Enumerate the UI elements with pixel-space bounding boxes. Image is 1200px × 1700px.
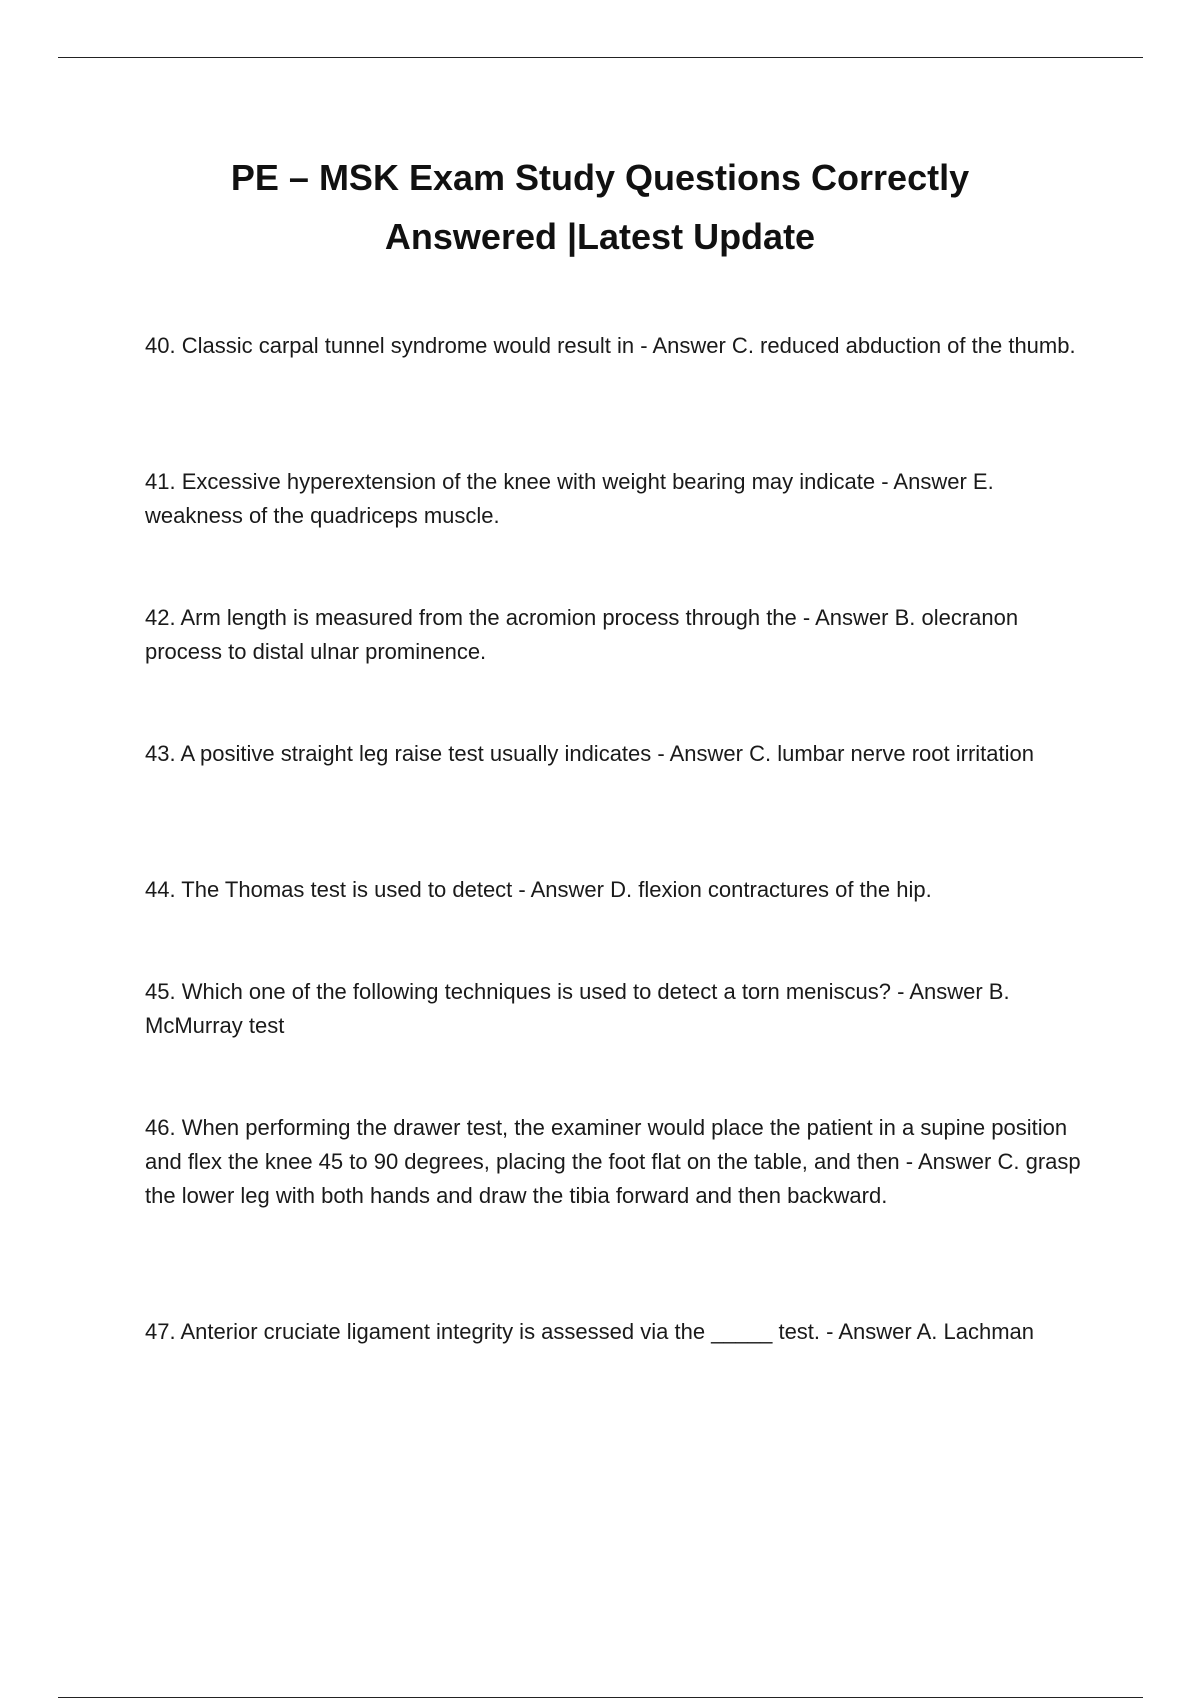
title-line-1: PE – MSK Exam Study Questions Correctly [230,157,970,198]
bottom-divider [58,1697,1143,1698]
question-47: 47. Anterior cruciate ligament integrity is assessed via the _____ test. - Answer A. Lachman [145,1319,1035,1344]
question-40: 40. Classic carpal tunnel syndrome would result in - Answer C. reduced abduction of the thumb. [145,333,1076,358]
question-42: 42. Arm length is measured from the acromion process through the - Answer B. olecranon process to distal ulnar prominence. [145,605,1019,664]
question-45: 45. Which one of the following techniques is used to detect a torn meniscus? - Answer B. McMurray test [145,979,1010,1038]
top-divider [58,57,1143,58]
question-44: 44. The Thomas test is used to detect - Answer D. flexion contractures of the hip. [145,877,932,902]
question-41: 41. Excessive hyperextension of the knee with weight bearing may indicate - Answer E. weakness of the quadriceps muscle. [145,469,994,528]
title-line-2: Answered |Latest Update [384,216,816,257]
question-46: 46. When performing the drawer test, the examiner would place the patient in a supine position and flex the knee 45 to 90 degrees, placing the foot flat on the table, and then - Answer C. grasp the lower leg with both hands and draw the tibia forward and then backward. [145,1115,1081,1208]
page-title [100,148,1100,266]
question-43: 43. A positive straight leg raise test usually indicates - Answer C. lumbar nerve root irritation [145,741,1034,766]
